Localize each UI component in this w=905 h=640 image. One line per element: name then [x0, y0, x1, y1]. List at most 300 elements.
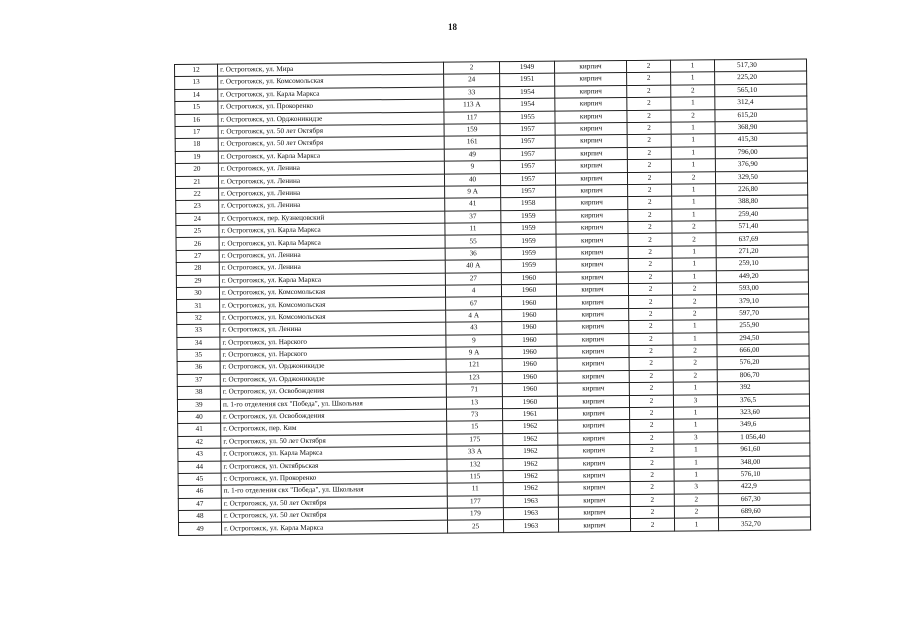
wall-material-cell: кирпич [555, 85, 627, 98]
floors-cell: 2 [628, 271, 672, 284]
wall-material-cell: кирпич [558, 469, 630, 482]
address-cell: г. Острогожск, ул. Карла Маркса [218, 87, 444, 101]
entrances-cell: 3 [673, 394, 717, 407]
row-number-cell: 22 [176, 188, 219, 201]
house-number-cell: 159 [444, 124, 500, 137]
year-built-cell: 1962 [503, 458, 558, 471]
wall-material-cell: кирпич [556, 234, 628, 247]
area-cell: 961,60 [718, 443, 810, 456]
floors-cell: 2 [628, 196, 672, 209]
floors-cell: 2 [629, 395, 673, 408]
address-cell: г. Острогожск, ул. Комсомольская [220, 298, 446, 312]
wall-material-cell: кирпич [556, 209, 628, 222]
house-number-cell: 117 [444, 111, 500, 124]
entrances-cell: 1 [674, 444, 718, 457]
year-built-cell: 1960 [502, 321, 557, 334]
house-number-cell: 11 [445, 223, 501, 236]
row-number-cell: 24 [176, 213, 219, 226]
house-number-cell: 9 [446, 334, 502, 347]
row-number-cell: 37 [177, 374, 220, 387]
area-cell: 392 [717, 381, 809, 394]
house-number-cell: 11 [447, 483, 503, 496]
floors-cell: 2 [630, 469, 674, 482]
entrances-cell: 2 [672, 283, 716, 296]
entrances-cell: 1 [673, 382, 717, 395]
wall-material-cell: кирпич [558, 457, 630, 470]
house-number-cell: 4 А [446, 309, 502, 322]
row-number-cell: 15 [175, 101, 218, 114]
address-cell: г. Острогожск, ул. Нарского [220, 347, 446, 361]
wall-material-cell: кирпич [555, 135, 627, 148]
year-built-cell: 1960 [502, 309, 557, 322]
house-number-cell: 55 [445, 235, 501, 248]
house-number-cell: 27 [445, 272, 501, 285]
wall-material-cell: кирпич [555, 123, 627, 136]
address-cell: г. Острогожск, пер. Ким [221, 421, 447, 435]
area-cell: 259,40 [716, 208, 808, 221]
year-built-cell: 1962 [503, 470, 558, 483]
table-body [175, 59, 811, 535]
floors-cell: 2 [629, 382, 673, 395]
entrances-cell: 1 [674, 469, 718, 482]
house-number-cell: 13 [446, 396, 502, 409]
area-cell: 576,10 [718, 468, 810, 481]
entrances-cell: 1 [674, 407, 718, 420]
row-number-cell: 47 [178, 498, 221, 511]
floors-cell: 2 [628, 246, 672, 259]
row-number-cell: 27 [176, 250, 219, 263]
row-number-cell: 38 [177, 386, 220, 399]
address-cell: г. Острогожск, ул. Нарского [220, 335, 446, 349]
house-number-cell: 175 [447, 433, 503, 446]
area-cell: 422,9 [718, 480, 810, 493]
wall-material-cell: кирпич [558, 482, 630, 495]
entrances-cell: 1 [674, 518, 718, 531]
house-number-cell: 71 [446, 384, 502, 397]
floors-cell: 2 [628, 258, 672, 271]
year-built-cell: 1959 [501, 247, 556, 260]
address-cell: г. Острогожск, ул. Карла Маркса [219, 273, 445, 287]
row-number-cell: 19 [175, 151, 218, 164]
entrances-cell: 1 [672, 270, 716, 283]
floors-cell: 2 [629, 345, 673, 358]
row-number-cell: 14 [175, 89, 218, 102]
entrances-cell: 2 [673, 357, 717, 370]
year-built-cell: 1959 [501, 235, 556, 248]
house-number-cell: 41 [445, 198, 501, 211]
row-number-cell: 30 [176, 287, 219, 300]
year-built-cell: 1960 [501, 272, 556, 285]
wall-material-cell: кирпич [556, 246, 628, 259]
year-built-cell: 1963 [503, 495, 558, 508]
row-number-cell: 36 [177, 361, 220, 374]
address-cell: г. Острогожск, ул. Комсомольская [218, 75, 444, 89]
wall-material-cell: кирпич [556, 259, 628, 272]
entrances-cell: 1 [671, 134, 715, 147]
address-cell: г. Острогожск, ул. Комсомольская [220, 310, 446, 324]
year-built-cell: 1960 [502, 346, 557, 359]
wall-material-cell: кирпич [556, 197, 628, 210]
row-number-cell: 21 [175, 176, 218, 189]
row-number-cell: 28 [176, 262, 219, 275]
floors-cell: 2 [629, 358, 673, 371]
area-cell: 667,30 [718, 493, 810, 506]
house-number-cell: 43 [446, 322, 502, 335]
wall-material-cell: кирпич [557, 370, 629, 383]
year-built-cell: 1962 [503, 433, 558, 446]
entrances-cell: 1 [671, 147, 715, 160]
year-built-cell: 1960 [502, 334, 557, 347]
area-cell: 255,90 [717, 319, 809, 332]
area-cell: 388,80 [716, 195, 808, 208]
address-cell: г. Острогожск, ул. Карла Маркса [218, 149, 444, 163]
wall-material-cell: кирпич [557, 395, 629, 408]
entrances-cell: 1 [674, 456, 718, 469]
address-cell: г. Острогожск, ул. Карла Маркса [221, 446, 447, 460]
wall-material-cell: кирпич [558, 432, 630, 445]
address-cell: п. 1-го отделения свх "Победа", ул. Школьная [220, 397, 446, 411]
entrances-cell: 1 [671, 72, 715, 85]
year-built-cell: 1954 [500, 98, 555, 111]
row-number-cell: 17 [175, 126, 218, 139]
year-built-cell: 1949 [499, 61, 554, 74]
house-number-cell: 40 [444, 173, 500, 186]
entrances-cell: 1 [672, 258, 716, 271]
house-number-cell: 73 [447, 409, 503, 422]
house-number-cell: 36 [445, 248, 501, 261]
house-number-cell: 123 [446, 371, 502, 384]
area-cell: 517,30 [714, 59, 806, 72]
floors-cell: 2 [628, 283, 672, 296]
year-built-cell: 1959 [501, 222, 556, 235]
year-built-cell: 1955 [500, 111, 555, 124]
floors-cell: 2 [630, 444, 674, 457]
entrances-cell: 2 [673, 345, 717, 358]
area-cell: 259,10 [716, 257, 808, 270]
house-number-cell: 2 [443, 62, 499, 75]
address-cell: г. Острогожск, ул. Освобождения [221, 409, 447, 423]
housing-table-sheet [174, 58, 810, 535]
floors-cell: 2 [627, 135, 671, 148]
housing-table [174, 58, 811, 535]
address-cell: г. Острогожск, ул. 50 лет Октября [221, 496, 447, 510]
row-number-cell: 41 [178, 423, 221, 436]
floors-cell: 2 [627, 85, 671, 98]
house-number-cell: 4 [445, 285, 501, 298]
area-cell: 329,50 [715, 170, 807, 183]
house-number-cell: 9 А [445, 186, 501, 199]
address-cell: г. Острогожск, ул. 50 лет Октября [221, 508, 447, 522]
address-cell: г. Острогожск, ул. Освобождения [220, 384, 446, 398]
entrances-cell: 2 [671, 171, 715, 184]
house-number-cell: 132 [447, 458, 503, 471]
address-cell: г. Острогожск, ул. Ленина [219, 198, 445, 212]
entrances-cell: 3 [674, 481, 718, 494]
year-built-cell: 1963 [503, 520, 558, 533]
row-number-cell: 20 [175, 163, 218, 176]
row-number-cell: 33 [177, 324, 220, 337]
address-cell: г. Острогожск, ул. Ленина [218, 161, 444, 175]
year-built-cell: 1960 [502, 371, 557, 384]
year-built-cell: 1954 [500, 86, 555, 99]
floors-cell: 2 [628, 234, 672, 247]
wall-material-cell: кирпич [557, 346, 629, 359]
address-cell: г. Острогожск, ул. Орджоникидзе [218, 112, 444, 126]
wall-material-cell: кирпич [556, 271, 628, 284]
row-number-cell: 34 [177, 337, 220, 350]
floors-cell: 2 [627, 147, 671, 160]
area-cell: 271,20 [716, 245, 808, 258]
address-cell: г. Острогожск, ул. Карла Маркса [219, 223, 445, 237]
year-built-cell: 1960 [502, 297, 557, 310]
entrances-cell: 2 [671, 109, 715, 122]
wall-material-cell: кирпич [555, 160, 627, 173]
row-number-cell: 45 [178, 473, 221, 486]
house-number-cell: 49 [444, 148, 500, 161]
area-cell: 796,00 [715, 146, 807, 159]
house-number-cell: 179 [447, 508, 503, 521]
address-cell: г. Острогожск, пер. Кузнецовский [219, 211, 445, 225]
floors-cell: 2 [627, 172, 671, 185]
floors-cell: 2 [630, 506, 674, 519]
address-cell: г. Острогожск, ул. Орджоникидзе [220, 360, 446, 374]
entrances-cell: 3 [674, 431, 718, 444]
wall-material-cell: кирпич [558, 445, 630, 458]
row-number-cell: 31 [177, 300, 220, 313]
row-number-cell: 35 [177, 349, 220, 362]
wall-material-cell: кирпич [558, 407, 630, 420]
entrances-cell: 2 [672, 233, 716, 246]
address-cell: г. Острогожск, ул. Комсомольская [219, 285, 445, 299]
entrances-cell: 2 [673, 370, 717, 383]
floors-cell: 2 [630, 407, 674, 420]
wall-material-cell: кирпич [556, 284, 628, 297]
wall-material-cell: кирпич [558, 519, 630, 532]
entrances-cell: 1 [672, 196, 716, 209]
wall-material-cell: кирпич [557, 321, 629, 334]
entrances-cell: 2 [674, 493, 718, 506]
address-cell: г. Острогожск, ул. Октябрьская [221, 459, 447, 473]
area-cell: 806,70 [717, 369, 809, 382]
entrances-cell: 2 [672, 221, 716, 234]
floors-cell: 2 [630, 419, 674, 432]
row-number-cell: 44 [178, 461, 221, 474]
area-cell: 368,90 [715, 121, 807, 134]
area-cell: 689,60 [718, 505, 810, 518]
house-number-cell: 115 [447, 471, 503, 484]
area-cell: 323,60 [718, 406, 810, 419]
area-cell: 1 056,40 [718, 431, 810, 444]
address-cell: г. Острогожск, ул. Прокоренко [221, 471, 447, 485]
wall-material-cell: кирпич [557, 383, 629, 396]
year-built-cell: 1962 [503, 482, 558, 495]
area-cell: 576,20 [717, 356, 809, 369]
wall-material-cell: кирпич [557, 333, 629, 346]
year-built-cell: 1951 [500, 74, 555, 87]
address-cell: г. Острогожск, ул. 50 лет Октября [218, 136, 444, 150]
row-number-cell: 29 [176, 275, 219, 288]
entrances-cell: 1 [674, 419, 718, 432]
house-number-cell: 40 А [445, 260, 501, 273]
entrances-cell: 1 [672, 208, 716, 221]
year-built-cell: 1957 [500, 173, 555, 186]
wall-material-cell: кирпич [555, 98, 627, 111]
wall-material-cell: кирпич [558, 507, 630, 520]
year-built-cell: 1963 [503, 507, 558, 520]
row-number-cell: 25 [176, 225, 219, 238]
entrances-cell: 1 [671, 159, 715, 172]
floors-cell: 2 [630, 457, 674, 470]
area-cell: 597,70 [717, 307, 809, 320]
entrances-cell: 2 [671, 85, 715, 98]
house-number-cell: 9 А [446, 347, 502, 360]
area-cell: 226,80 [716, 183, 808, 196]
area-cell: 352,70 [718, 517, 810, 530]
row-number-cell: 26 [176, 238, 219, 251]
wall-material-cell: кирпич [557, 308, 629, 321]
area-cell: 593,00 [716, 282, 808, 295]
row-number-cell: 12 [175, 64, 218, 77]
floors-cell: 2 [628, 209, 672, 222]
floors-cell: 2 [630, 481, 674, 494]
floors-cell: 2 [627, 97, 671, 110]
year-built-cell: 1962 [503, 420, 558, 433]
address-cell: г. Острогожск, ул. Ленина [220, 322, 446, 336]
floors-cell: 2 [629, 333, 673, 346]
row-number-cell: 32 [177, 312, 220, 325]
floors-cell: 2 [627, 73, 671, 86]
address-cell: г. Острогожск, ул. Ленина [218, 174, 444, 188]
address-cell: г. Острогожск, ул. Ленина [219, 186, 445, 200]
year-built-cell: 1959 [501, 259, 556, 272]
address-cell: г. Острогожск, ул. Карла Маркса [222, 521, 448, 535]
floors-cell: 2 [630, 519, 674, 532]
area-cell: 615,20 [715, 109, 807, 122]
row-number-cell: 46 [178, 485, 221, 498]
address-cell: г. Острогожск, ул. Ленина [219, 248, 445, 262]
row-number-cell: 39 [177, 399, 220, 412]
entrances-cell: 1 [671, 122, 715, 135]
year-built-cell: 1960 [501, 284, 556, 297]
area-cell: 565,10 [715, 84, 807, 97]
house-number-cell: 24 [444, 74, 500, 87]
row-number-cell: 18 [175, 138, 218, 151]
entrances-cell: 2 [674, 506, 718, 519]
house-number-cell: 25 [447, 520, 503, 533]
area-cell: 415,30 [715, 133, 807, 146]
entrances-cell: 2 [673, 308, 717, 321]
house-number-cell: 67 [446, 297, 502, 310]
entrances-cell: 1 [672, 184, 716, 197]
area-cell: 571,40 [716, 220, 808, 233]
area-cell: 349,6 [718, 418, 810, 431]
floors-cell: 2 [627, 110, 671, 123]
year-built-cell: 1960 [502, 383, 557, 396]
address-cell: г. Острогожск, ул. Мира [218, 62, 444, 76]
wall-material-cell: кирпич [555, 73, 627, 86]
wall-material-cell: кирпич [556, 184, 628, 197]
year-built-cell: 1957 [500, 136, 555, 149]
wall-material-cell: кирпич [557, 296, 629, 309]
area-cell: 449,20 [716, 270, 808, 283]
area-cell: 376,5 [717, 394, 809, 407]
floors-cell: 2 [627, 159, 671, 172]
entrances-cell: 1 [670, 60, 714, 73]
wall-material-cell: кирпич [554, 61, 626, 74]
area-cell: 379,10 [717, 294, 809, 307]
year-built-cell: 1962 [503, 445, 558, 458]
year-built-cell: 1960 [502, 396, 557, 409]
wall-material-cell: кирпич [555, 172, 627, 185]
floors-cell: 2 [626, 60, 670, 73]
floors-cell: 2 [628, 184, 672, 197]
wall-material-cell: кирпич [555, 147, 627, 160]
entrances-cell: 1 [673, 332, 717, 345]
entrances-cell: 2 [673, 295, 717, 308]
address-cell: г. Острогожск, ул. Прокоренко [218, 99, 444, 113]
floors-cell: 2 [630, 494, 674, 507]
house-number-cell: 33 А [447, 446, 503, 459]
area-cell: 225,20 [715, 71, 807, 84]
wall-material-cell: кирпич [558, 494, 630, 507]
house-number-cell: 113 А [444, 99, 500, 112]
row-number-cell: 40 [178, 411, 221, 424]
row-number-cell: 43 [178, 448, 221, 461]
row-number-cell: 23 [176, 200, 219, 213]
wall-material-cell: кирпич [558, 420, 630, 433]
wall-material-cell: кирпич [557, 358, 629, 371]
year-built-cell: 1957 [500, 123, 555, 136]
address-cell: г. Острогожск, ул. Ленина [219, 260, 445, 274]
area-cell: 637,69 [716, 232, 808, 245]
wall-material-cell: кирпич [555, 110, 627, 123]
house-number-cell: 9 [444, 161, 500, 174]
house-number-cell: 37 [445, 210, 501, 223]
area-cell: 348,00 [718, 455, 810, 468]
year-built-cell: 1958 [501, 197, 556, 210]
floors-cell: 2 [629, 320, 673, 333]
entrances-cell: 1 [672, 246, 716, 259]
year-built-cell: 1960 [502, 359, 557, 372]
row-number-cell: 13 [175, 77, 218, 90]
floors-cell: 2 [629, 296, 673, 309]
house-number-cell: 15 [447, 421, 503, 434]
area-cell: 376,90 [715, 158, 807, 171]
floors-cell: 2 [629, 370, 673, 383]
entrances-cell: 1 [671, 97, 715, 110]
address-cell: п. 1-го отделения свх "Победа", ул. Школьная [221, 483, 447, 497]
house-number-cell: 161 [444, 136, 500, 149]
year-built-cell: 1957 [500, 160, 555, 173]
row-number-cell: 49 [179, 523, 222, 536]
house-number-cell: 33 [444, 86, 500, 99]
year-built-cell: 1957 [500, 148, 555, 161]
floors-cell: 2 [629, 308, 673, 321]
year-built-cell: 1961 [503, 408, 558, 421]
entrances-cell: 1 [673, 320, 717, 333]
floors-cell: 2 [630, 432, 674, 445]
wall-material-cell: кирпич [556, 222, 628, 235]
year-built-cell: 1957 [501, 185, 556, 198]
page-number: 18 [448, 22, 457, 32]
address-cell: г. Острогожск, ул. 50 лет Октября [221, 434, 447, 448]
address-cell: г. Острогожск, ул. 50 лет Октября [218, 124, 444, 138]
row-number-cell: 48 [178, 510, 221, 523]
house-number-cell: 177 [447, 495, 503, 508]
area-cell: 294,50 [717, 332, 809, 345]
area-cell: 312,4 [715, 96, 807, 109]
floors-cell: 2 [627, 122, 671, 135]
